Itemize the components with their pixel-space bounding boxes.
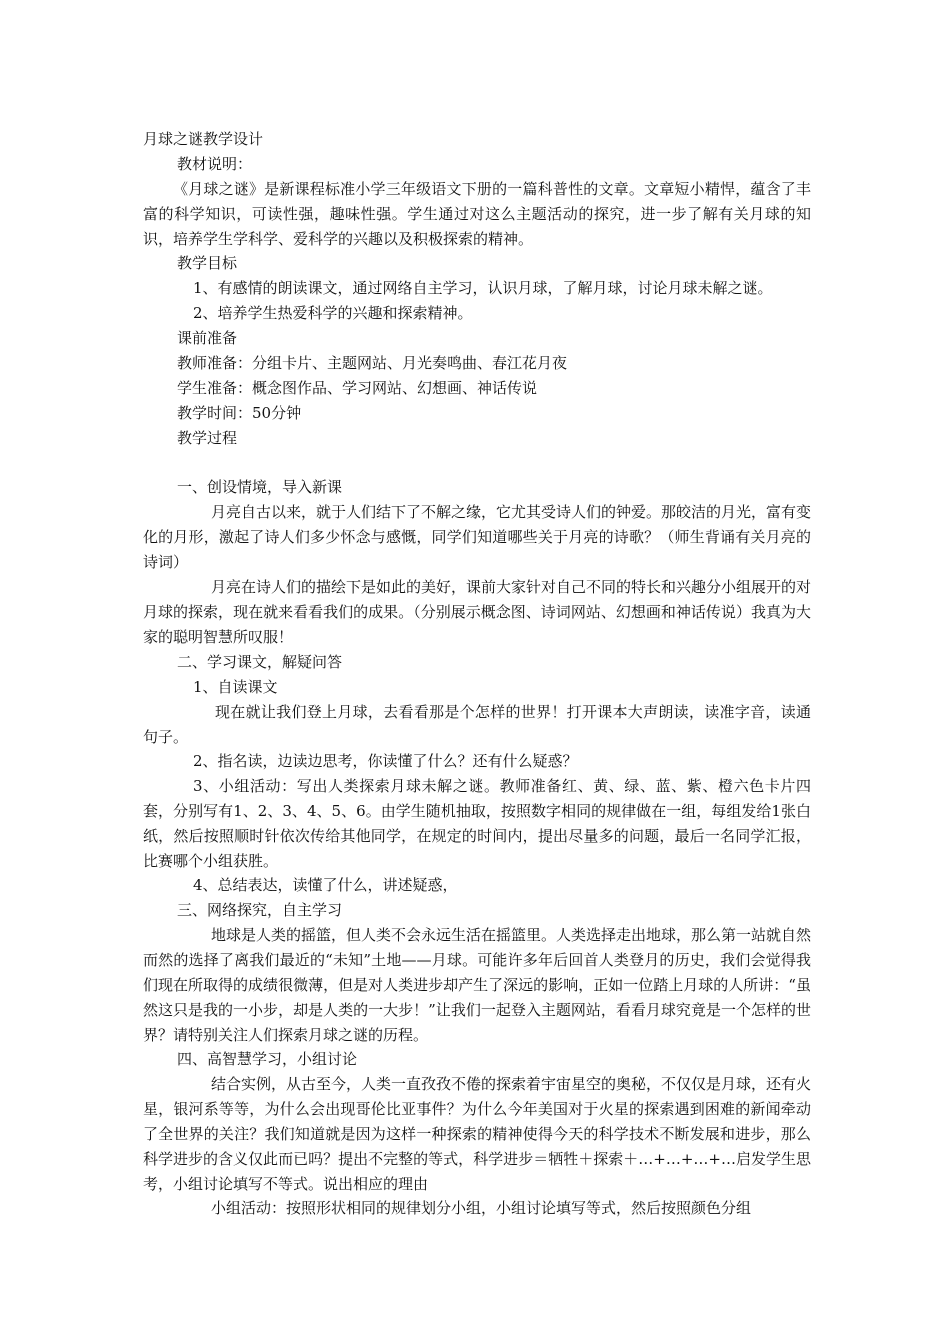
teaching-time: 教学时间：50分钟 (177, 404, 302, 422)
student-prep: 学生准备：概念图作品、学习网站、幻想画、神话传说 (177, 379, 538, 397)
section-4-activity: 小组活动：按照形状相同的规律划分小组，小组讨论填写等式，然后按照颜色分组 (211, 1199, 752, 1217)
goal-item-2: 2、培养学生热爱科学的兴趣和探索精神。 (193, 304, 473, 322)
material-paragraph: 《月球之谜》是新课程标准小学三年级语文下册的一篇科普性的文章。文章短小精悍，蕴含了丰富的科学知识，可读性强，趣味性强。学生通过对这么主题活动的探究，进一步了解有关月球的知识，培养学生学科学、爱科学的兴趣以及积极探索的精神。 (143, 180, 811, 248)
section-2-item-1-body: 现在就让我们登上月球，去看看那是个怎样的世界！打开课本大声朗读，读准字音，读通句子。 (143, 703, 811, 746)
section-2-item-1: 1、自读课文 (193, 678, 278, 696)
section-2-heading: 二、学习课文，解疑问答 (177, 653, 343, 671)
section-4-paragraph: 结合实例，从古至今，人类一直孜孜不倦的探索着宇宙星空的奥秘，不仅仅是月球，还有火星，银河系等等，为什么会出现哥伦比亚事件？为什么今年美国对于火星的探索遇到困难的新闻牵动了全世界的关注？我们知道就是因为这样一种探索的精神使得今天的科学技术不断发展和进步，那么科学进步的含义仅此而已吗？提出不完整的等式，科学进步＝牺牲＋探索＋…+…+…+…启发学生思考，小组讨论填写不等式。说出相应的理由 (143, 1075, 812, 1193)
section-1-paragraph-1: 月亮自古以来，就于人们结下了不解之缘，它尤其受诗人们的钟爱。那皎洁的月光，富有变化的月形，激起了诗人们多少怀念与感慨，同学们知道哪些关于月亮的诗歌？（师生背诵有关月亮的诗词） (143, 503, 812, 571)
section-2-item-3: 3、小组活动：写出人类探索月球未解之谜。教师准备红、黄、绿、蓝、紫、橙六色卡片四套，分别写有1、2、3、4、5、6。由学生随机抽取，按照数字相同的规律做在一组，每组发给1张白纸，然后按照顺时针依次传给其他同学，在规定的时间内，提出尽量多的问题，最后一名同学汇报，比赛哪个小组获胜。 (143, 777, 811, 870)
section-2-item-4: 4、总结表达，读懂了什么，讲述疑惑， (193, 876, 458, 894)
section-1-paragraph-2: 月亮在诗人们的描绘下是如此的美好，课前大家针对自己不同的特长和兴趣分小组展开的对月球的探索，现在就来看看我们的成果。（分别展示概念图、诗词网站、幻想画和神话传说）我真为大家的聪明智慧所叹服！ (143, 578, 812, 646)
goals-heading: 教学目标 (177, 254, 238, 272)
prep-heading: 课前准备 (177, 329, 238, 347)
section-2-item-2: 2、指名读，边读边思考，你读懂了什么？还有什么疑惑？ (193, 752, 578, 770)
section-1-heading: 一、创设情境，导入新课 (177, 478, 343, 496)
section-3-heading: 三、网络探究，自主学习 (177, 901, 343, 919)
teacher-prep: 教师准备：分组卡片、主题网站、月光奏鸣曲、春江花月夜 (177, 354, 568, 372)
goal-item-1: 1、有感情的朗读课文，通过网络自主学习，认识月球，了解月球，讨论月球未解之谜。 (193, 279, 773, 297)
document-title: 月球之谜教学设计 (143, 130, 264, 148)
material-heading: 教材说明： (177, 155, 253, 173)
process-heading: 教学过程 (177, 429, 238, 447)
section-3-paragraph: 地球是人类的摇篮，但人类不会永远生活在摇篮里。人类选择走出地球，那么第一站就自然而然的选择了离我们最近的“未知”土地——月球。可能许多年后回首人类登月的历史，我们会觉得我们现在所取得的成绩很微薄，但是对人类进步却产生了深远的影响，正如一位踏上月球的人所讲：“虽然这只是我的一小步，却是人类的一大步！”让我们一起登入主题网站，看看月球究竟是一个怎样的世界？请特别关注人们探索月球之谜的历程。 (143, 926, 812, 1044)
section-4-heading: 四、高智慧学习，小组讨论 (177, 1050, 358, 1068)
